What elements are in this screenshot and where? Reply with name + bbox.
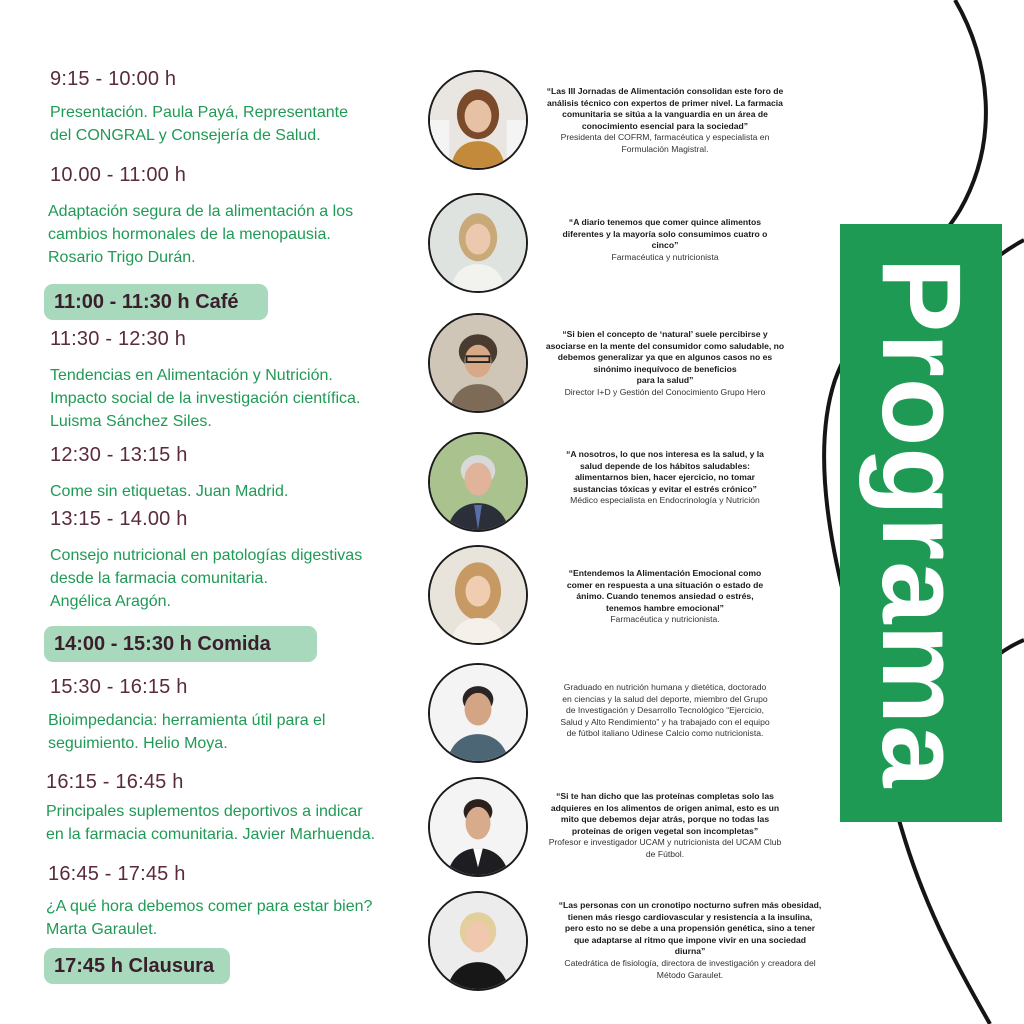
quote-line: debemos generalizar ya que en algunos casos no es xyxy=(557,352,773,363)
quote-line: ánimo. Cuando tenemos ansiedad o estrés, xyxy=(576,591,754,602)
speaker-role-line: Graduado en nutrición humana y dietética, doctorado xyxy=(563,682,767,692)
speaker-6-photo xyxy=(428,663,528,763)
speaker-7-quote xyxy=(540,791,790,861)
quote-line: para la salud” xyxy=(636,375,694,386)
quote-line: adquieres en los alimentos de origen animal, esto es un xyxy=(550,802,780,813)
quote-line: diferentes y la mayoría solo consumimos cuatro o xyxy=(562,228,768,239)
speaker-role-line: en ciencias y la salud del deporte, miembro del Grupo xyxy=(562,693,768,704)
program-title: Programa xyxy=(859,257,984,789)
session-time: 16:45 - 17:45 h xyxy=(48,863,186,885)
quote-line: comunitaria se sitúa a la vanguardia en un área de xyxy=(562,109,768,120)
quote-line: tienen más riesgo cardiovascular y resistencia a la insulina, xyxy=(567,911,813,922)
speaker-role-line: Salud y Alto Rendimiento” y ha trabajado con el equipo xyxy=(560,716,770,727)
session-line: Rosario Trigo Durán. xyxy=(48,249,196,266)
session-description xyxy=(50,364,430,433)
session-time: 10.00 - 11:00 h xyxy=(50,164,187,186)
quote-line: sinónimo inequívoco de beneficios xyxy=(593,363,737,374)
session-line: Luisma Sánchez Siles. xyxy=(50,413,212,430)
speaker-role-line: Director I+D y Gestión del Conocimiento Grupo Hero xyxy=(564,386,766,397)
quote-line: “Si bien el concepto de ‘natural’ suele percibirse y xyxy=(562,329,768,339)
session-line: Come sin etiquetas. Juan Madrid. xyxy=(50,483,289,500)
speaker-role-line: Farmacéutica y nutricionista xyxy=(611,251,719,262)
session-description xyxy=(48,200,428,269)
session-description xyxy=(50,544,430,613)
quote-line: mito que debemos dejar atrás, porque no todas las xyxy=(560,814,770,825)
break-closing-badge: 17:45 h Clausura xyxy=(44,948,230,984)
speaker-role-line: Profesor e investigador UCAM y nutricionista del UCAM Club xyxy=(548,837,782,848)
speaker-5-quote xyxy=(540,568,790,626)
speaker-role-line: Formulación Magistral. xyxy=(621,143,709,154)
session-line: ¿A qué hora debemos comer para estar bien? xyxy=(46,898,373,915)
session-time: 13:15 - 14.00 h xyxy=(50,508,188,530)
speaker-1-quote xyxy=(540,86,790,156)
quote-line: análisis técnico con expertos de primer nivel. La farmacia xyxy=(547,97,783,108)
quote-line: “A nosotros, lo que nos interesa es la salud, y la xyxy=(566,449,764,459)
quote-line: “Si te han dicho que las proteínas completas solo las xyxy=(556,791,774,801)
quote-line: cinco” xyxy=(651,240,679,251)
session-line: del CONGRAL y Consejería de Salud. xyxy=(50,127,321,144)
speaker-7-photo xyxy=(428,777,528,877)
quote-line: alimentarnos bien, hacer ejercicio, no tomar xyxy=(574,472,756,483)
quote-line: “Las III Jornadas de Alimentación consolidan este foro de xyxy=(546,86,784,96)
quote-line: “A diario tenemos que comer quince alimentos xyxy=(568,217,762,227)
quote-line: sustancias tóxicas y evitar el estrés crónico” xyxy=(573,483,757,494)
session-description xyxy=(46,800,426,846)
speaker-8-photo xyxy=(428,891,528,991)
speaker-role-line: de Investigación y Desarrollo Tecnológico “Ejercicio, xyxy=(565,705,765,716)
session-line: Presentación. Paula Payá, Representante xyxy=(50,104,348,121)
session-line: Marta Garaulet. xyxy=(46,921,158,938)
speaker-role-line: de fútbol italiano Udinese Calcio como nutricionista. xyxy=(566,728,764,739)
session-time: 15:30 - 16:15 h xyxy=(50,676,188,698)
session-description xyxy=(50,480,430,503)
quote-line: salud depende de los hábitos saludables: xyxy=(579,460,750,471)
speaker-role-line: de Fútbol. xyxy=(645,848,685,859)
session-line: desde la farmacia comunitaria. xyxy=(50,570,268,587)
speaker-2-photo xyxy=(428,193,528,293)
quote-line: comer en respuesta a una situación o estado de xyxy=(566,579,764,590)
speaker-6-bio xyxy=(540,682,790,740)
quote-line: que adaptarse al ritmo que impone vivir en una sociedad xyxy=(573,934,807,945)
session-line: Bioimpedancia: herramienta útil para el xyxy=(48,712,326,729)
break-lunch-badge: 14:00 - 15:30 h Comida xyxy=(44,626,317,662)
speaker-4-photo xyxy=(428,432,528,532)
session-line: Tendencias en Alimentación y Nutrición. xyxy=(50,367,333,384)
quote-line: “Las personas con un cronotipo nocturno sufren más obesidad, xyxy=(558,900,822,910)
session-line: Impacto social de la investigación científica. xyxy=(50,390,361,407)
speaker-5-photo xyxy=(428,545,528,645)
session-description xyxy=(46,895,426,941)
speaker-1-photo xyxy=(428,70,528,170)
session-time: 11:30 - 12:30 h xyxy=(50,328,187,350)
speaker-role-line: Catedrática de fisiología, directora de investigación y creadora del xyxy=(564,957,816,968)
speaker-role-line: Método Garaulet. xyxy=(656,969,724,980)
session-line: Adaptación segura de la alimentación a los xyxy=(48,203,354,220)
speaker-3-quote xyxy=(540,329,790,399)
speaker-role-line: Presidenta del COFRM, farmacéutica y especialista en xyxy=(560,132,770,143)
session-line: Consejo nutricional en patologías digestivas xyxy=(50,547,363,564)
session-line: Angélica Aragón. xyxy=(50,593,171,610)
speaker-8-quote xyxy=(545,900,835,981)
speaker-3-photo xyxy=(428,313,528,413)
quote-line: asociarse en la mente del consumidor como saludable, no xyxy=(545,340,785,351)
session-time: 12:30 - 13:15 h xyxy=(50,444,188,466)
quote-line: “Entendemos la Alimentación Emocional como xyxy=(568,568,762,578)
session-time: 16:15 - 16:45 h xyxy=(46,771,184,793)
session-line: Principales suplementos deportivos a indicar xyxy=(46,803,363,820)
session-description xyxy=(48,709,428,755)
quote-line: tenemos hambre emocional” xyxy=(606,602,724,613)
session-line: en la farmacia comunitaria. Javier Marhuenda. xyxy=(46,826,376,843)
speaker-4-quote xyxy=(540,449,790,507)
session-time: 9:15 - 10:00 h xyxy=(50,68,177,90)
quote-line: diurna” xyxy=(674,946,706,957)
speaker-2-quote xyxy=(540,217,790,263)
quote-line: proteínas de origen vegetal son incompletas” xyxy=(571,825,759,836)
break-coffee-badge: 11:00 - 11:30 h Café xyxy=(44,284,268,320)
quote-line: conocimiento esencial para la sociedad” xyxy=(581,120,749,131)
speaker-role-line: Farmacéutica y nutricionista. xyxy=(610,614,720,625)
session-line: seguimiento. Helio Moya. xyxy=(48,735,228,752)
session-line: cambios hormonales de la menopausia. xyxy=(48,226,331,243)
quote-line: pero esto no se debe a una propensión genética, sino a tener xyxy=(564,923,816,934)
speaker-role-line: Médico especialista en Endocrinología y Nutrición xyxy=(570,495,760,506)
session-description xyxy=(50,101,430,147)
